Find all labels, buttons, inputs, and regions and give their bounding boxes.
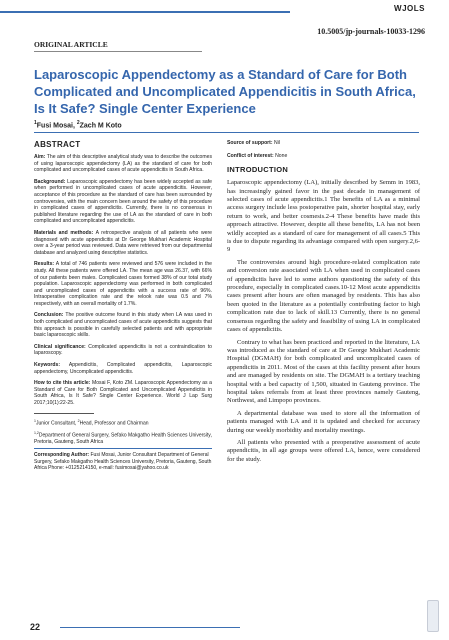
footnote-department (34, 430, 212, 445)
introduction-heading: INTRODUCTION (227, 165, 289, 175)
citation-text: Mosai F, Koto ZM. Laparoscopic Appendectomy as a Standard of Care for Both Complicated and Uncomplicated Appendicitis in South Africa, Is It Safe? Single Center Experience. World J Lap Surg 2017;10(1):22-25. (34, 380, 212, 406)
abstract-results (34, 261, 212, 307)
funding-label: Source of support: (227, 140, 273, 146)
author1-affiliation-mark: 1 (34, 120, 37, 126)
position2-mark: 2 (77, 418, 80, 423)
author-line (34, 120, 122, 129)
citation-label: How to cite this article: (34, 380, 91, 387)
journal-name: WJOLS (394, 4, 425, 13)
results-label: Results: (34, 261, 55, 268)
header-rule (0, 11, 290, 13)
background-label: Background: (34, 178, 66, 185)
author1-name: Fusi Mosai, (36, 122, 75, 130)
citation (34, 380, 212, 406)
position1-text: Junior Consultant, (35, 420, 78, 427)
funding-value: Nil (273, 140, 280, 146)
background-text: Laparoscopic appendectomy has been widely accepted as safe when performed in uncomplicated cases of acute appendicitis. However, acceptance of this procedure as the standard of care has been surrounded by controversies, with the main concern been around the safety of this procedure in complicated cases of appendicitis. Currently, there is no consensus in published literature regarding the use of LA as the standard of care in both complicated and uncomplicated appendicitis. (34, 178, 212, 225)
intro-paragraph-4: A departmental database was used to store all the information of patients managed with LA and it is updated and checked for accuracy during our weekly morbidity and mortality meetings. (227, 409, 420, 434)
corresponding-author (34, 452, 212, 471)
article-type-rule (34, 51, 202, 52)
aim-label: Aim: (34, 154, 46, 160)
page-header (0, 0, 449, 34)
doi-link[interactable]: 10.5005/jp-journals-10033-1296 (317, 27, 425, 36)
conflict-of-interest (227, 153, 420, 160)
footnote-rule (34, 413, 94, 414)
article-type-label: ORIGINAL ARTICLE (34, 40, 108, 49)
page-number: 22 (30, 622, 41, 632)
conflict-value: None (275, 152, 288, 159)
abstract-significance (34, 344, 212, 357)
title-rule (34, 132, 419, 133)
keywords-label: Keywords: (34, 362, 61, 369)
conclusion-text: The positive outcome found in this study when LA was used in both complicated and uncomplicated cases of acute appendicitis suggests that this approach is possible in carefully selected patients and with appropriate basic laparoscopic skills. (34, 312, 212, 339)
conclusion-label: Conclusion: (34, 312, 64, 319)
aim-text: The aim of this descriptive analytical study was to describe the outcomes of using laparoscopic appendectomy (LA) as the standard of care for both complicated and uncomplicated cases of acute appendicitis in South Africa. (34, 154, 212, 174)
significance-label: Clinical significance: (34, 343, 86, 350)
footnote-positions (34, 418, 212, 427)
significance-text: Complicated appendicitis is not a contraindication to laparoscopy. (34, 343, 212, 357)
conflict-label: Conflict of interest: (227, 152, 274, 159)
article-title: Laparoscopic Appendectomy as a Standard of Care for Both Complicated and Uncomplicated Appendicitis in South Africa, Is It Safe? Single Center Experience (34, 67, 416, 116)
abstract-background (34, 179, 212, 225)
position1-mark: 1 (34, 418, 36, 423)
department-mark: 1,2 (34, 430, 39, 435)
corresponding-author-label: Corresponding Author: (34, 452, 90, 459)
intro-paragraph-2: The controversies around high procedure-related complication rate and conversion rate associated with LA when used in complicated cases of appendicitis have led to some authors questioning the safety of this procedure, especially in complicated cases.10-12 Most acute appendicitis cases present after hours are often managed by residents. This has also been quoted in the literature as a potentially contributing factor to high complication rate due to lack of skill.13 Currently, there is no general consensus regarding the safety and feasibility of using LA in complicated cases of appendicitis. (227, 258, 420, 334)
body-column (227, 140, 420, 620)
methods-text: A retrospective analysis of all patients who were diagnosed with acute appendicitis at Dr George Mukhari Academic Hospital over a 3-year period was reviewed. Data were retrieved from our departmental database and analyzed using descriptive statistics. (34, 229, 213, 256)
funding-source (227, 140, 420, 147)
position2-text: Head, Professor and Chairman (79, 420, 149, 427)
abstract-methods (34, 230, 212, 256)
department-text: Department of General Surgery, Sefako Makgatho Health Sciences University, Pretoria, Gauteng, South Africa (34, 432, 212, 445)
corresponding-author-text: Fusi Mosai, Junior Consultant Department of General Surgery, Sefako Makgatho Health Sciences University, Pretoria, Gauteng, South Africa Phone: +0125214150, e-mail: fusimosai@yahoo.co.uk (34, 452, 212, 471)
intro-paragraph-1: Laparoscopic appendectomy (LA), initially described by Semm in 1983, has increasingly gained favor in the past decade in management of selected cases of acute appendicitis.1 The benefits of LA as a minimal access surgery include less postoperative pain, shorter hospital stay, early return to work, and better cosmesis.2-4 These benefits have made this approach attractive. However, despite all these benefits, LA has not been wildly accepted as a standard of care for management of all cases.5 This is due to dispute regarding its advantage compared with open surgery.2,6-9 (227, 179, 420, 254)
footer-rule (60, 627, 240, 628)
abstract-column (34, 140, 212, 620)
publisher-logo-icon (427, 600, 439, 632)
author2-name: Zach M Koto (79, 122, 122, 130)
abstract-aim (34, 154, 212, 174)
intro-paragraph-5: All patients who presented with a preoperative assessment of acute appendicitis, in all age groups were offered LA, hence, were considered for the study. (227, 438, 420, 463)
intro-paragraph-3: Contrary to what has been practiced and reported in the literature, LA was introduced as the standard of care at Dr George Mukhari Academic Hospital (DGMAH) for both complicated and uncomplicated cases of appendicitis in 2011. Most of the cases at this facility present after hours and are managed by residents on site. The DGMAH is a tertiary teaching hospital with a bed capacity of 1,500, situated in Gauteng province. The hospital takes referrals from at least three provinces namely Gauteng, Northwest, and Limpopo provinces. (227, 338, 420, 405)
author2-affiliation-mark: 2 (76, 120, 80, 126)
abstract-conclusion (34, 312, 212, 338)
methods-label: Materials and methods: (34, 229, 94, 236)
corresponding-author-box (34, 448, 212, 471)
keywords-text: Appendicitis, Complicated appendicitis, Laparoscopic appendectomy, Uncomplicated appendicitis. (34, 362, 212, 375)
abstract-keywords (34, 362, 212, 375)
results-text: A total of 746 patients were reviewed and 576 were included in the study. All these patients were offered LA. The mean age was 26.37, with 66% of our patients been males. Complicated cases formed 38% of our total study population. Laparoscopic appendectomy was performed in both complicated and uncomplicated cases of appendicitis with a success rate of 96%. Intraoperative complication rate and the relook rate was 0.5 and 7% respectively, with an overall mortality of 1.7%. (34, 261, 212, 307)
abstract-heading: ABSTRACT (34, 140, 81, 149)
